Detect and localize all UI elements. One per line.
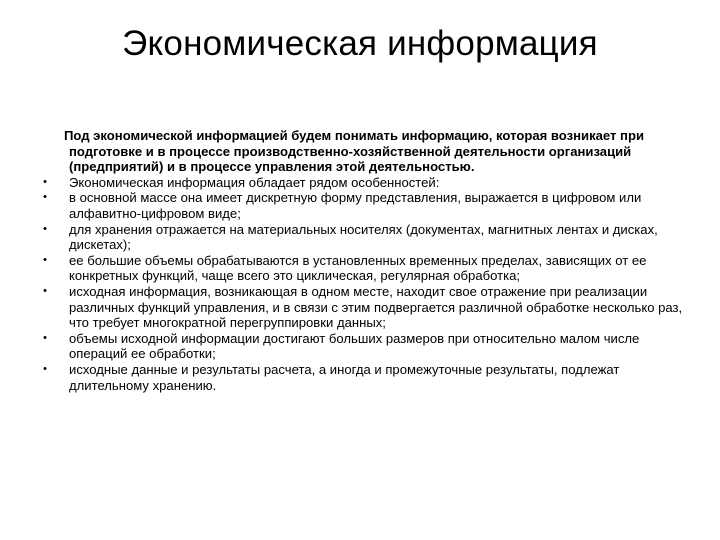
bullet-item-long-term-storage <box>38 362 686 393</box>
bullet-text: для хранения отражается на материальных носителях (документах, магнитных лентах и дисках, дискетах); <box>69 221 658 253</box>
bullet-item-storage-media <box>38 222 686 253</box>
slide-content <box>38 128 686 393</box>
bullet-item-discrete-form <box>38 190 686 221</box>
bullet-text: ее большие объемы обрабатываются в установленных временных пределах, зависящих от ее конкретных функций, чаще всего это циклическая, регулярная обработка; <box>69 252 647 284</box>
bullet-icon: • <box>43 191 47 204</box>
bullet-list <box>38 175 686 393</box>
bullet-text: объемы исходной информации достигают больших размеров при относительно малом числе операций ее обработки; <box>69 330 640 362</box>
bullet-icon: • <box>43 175 47 188</box>
slide-title: Экономическая информация <box>122 24 598 63</box>
bullet-item-input-volumes <box>38 331 686 362</box>
bullet-text: исходная информация, возникающая в одном месте, находит свое отражение при реализации различных функций управления, и в связи с этим подвергается различной обработке несколько раз, что требует многократной перегруппировки данных; <box>69 283 683 331</box>
bullet-icon: • <box>43 222 47 235</box>
bullet-item-source-information <box>38 284 686 331</box>
bullet-icon: • <box>43 284 47 297</box>
bullet-icon: • <box>43 362 47 375</box>
bullet-item-features <box>38 175 686 191</box>
bullet-item-processing-volumes <box>38 253 686 284</box>
bullet-icon: • <box>43 253 47 266</box>
bullet-text: Экономическая информация обладает рядом особенностей: <box>69 174 440 190</box>
intro-paragraph: Под экономической информацией будем понимать информацию, которая возникает при подготовке и в процессе производственно-хозяйственной деятельности организаций (предприятий) и в процессе управления этой деятельностью. <box>64 128 645 175</box>
bullet-text: в основной массе она имеет дискретную форму представления, выражается в цифровом или алфавитно-цифровом виде; <box>69 190 642 221</box>
bullet-text: исходные данные и результаты расчета, а иногда и промежуточные результаты, подлежат длительному хранению. <box>69 361 620 393</box>
bullet-icon: • <box>43 331 47 344</box>
